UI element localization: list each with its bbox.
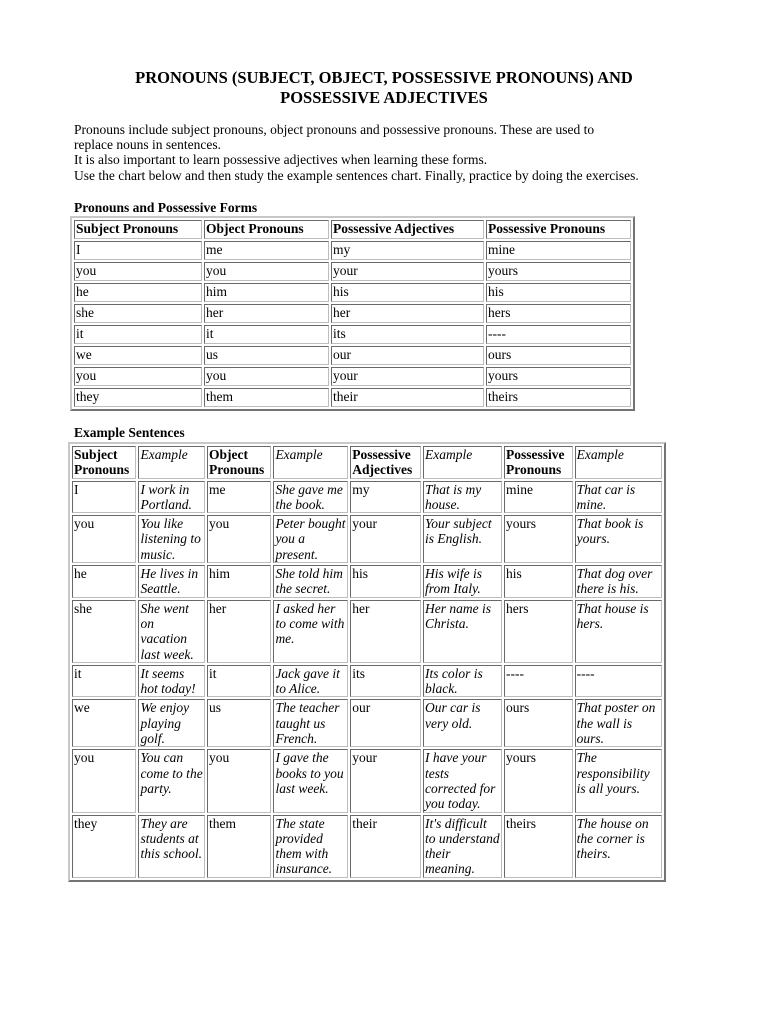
- table-cell: your: [350, 515, 421, 563]
- table-cell: theirs: [504, 815, 573, 878]
- table-cell: That is my house.: [423, 481, 502, 514]
- table-cell: he: [72, 565, 136, 598]
- table-cell: you: [204, 367, 329, 386]
- table-row: [74, 241, 631, 260]
- table-cell: me: [207, 481, 271, 514]
- table-cell: you: [204, 262, 329, 281]
- table-cell: That house is hers.: [575, 600, 662, 663]
- table-cell: She told him the secret.: [273, 565, 348, 598]
- table-cell: I: [74, 241, 202, 260]
- table-cell: That poster on the wall is ours.: [575, 699, 662, 747]
- table-row: [74, 283, 631, 302]
- table-cell: That car is mine.: [575, 481, 662, 514]
- table-cell: us: [204, 346, 329, 365]
- table-header-row: [74, 220, 631, 239]
- title-line-2: POSSESSIVE ADJECTIVES: [280, 88, 488, 107]
- table-cell: ----: [575, 665, 662, 698]
- table-cell: I asked her to come with me.: [273, 600, 348, 663]
- intro-line: replace nouns in sentences.: [74, 137, 221, 153]
- table-cell: his: [504, 565, 573, 598]
- table-row: [72, 481, 662, 514]
- table-cell: him: [204, 283, 329, 302]
- table-cell: She went on vacation last week.: [138, 600, 205, 663]
- table-cell: your: [331, 262, 484, 281]
- table-row: [72, 665, 662, 698]
- column-header: Example: [273, 446, 348, 479]
- table-cell: yours: [504, 749, 573, 812]
- table-cell: hers: [486, 304, 631, 323]
- table-cell: The house on the corner is theirs.: [575, 815, 662, 878]
- table-row: [72, 515, 662, 563]
- table-cell: you: [74, 262, 202, 281]
- table-cell: you: [207, 515, 271, 563]
- table-row: [74, 304, 631, 323]
- column-header: Example: [138, 446, 205, 479]
- table-cell: its: [331, 325, 484, 344]
- table-cell: you: [74, 367, 202, 386]
- table-cell: yours: [486, 367, 631, 386]
- column-header: Possessive Pronouns: [486, 220, 631, 239]
- table-cell: it: [74, 325, 202, 344]
- column-header: Object Pronouns: [207, 446, 271, 479]
- table-cell: The teacher taught us French.: [273, 699, 348, 747]
- table-cell: she: [74, 304, 202, 323]
- table-cell: your: [331, 367, 484, 386]
- table-cell: That dog over there is his.: [575, 565, 662, 598]
- examples-table: [68, 442, 666, 882]
- table-cell: The responsibility is all yours.: [575, 749, 662, 812]
- table-cell: it: [204, 325, 329, 344]
- table-cell: ours: [486, 346, 631, 365]
- table-cell: Your subject is English.: [423, 515, 502, 563]
- table-cell: You can come to the party.: [138, 749, 205, 812]
- table-cell: Her name is Christa.: [423, 600, 502, 663]
- table-cell: they: [72, 815, 136, 878]
- table-row: [74, 367, 631, 386]
- table-cell: ours: [504, 699, 573, 747]
- table-cell: his: [350, 565, 421, 598]
- table-cell: we: [74, 346, 202, 365]
- intro-line: It is also important to learn possessive adjectives when learning these forms.: [74, 152, 488, 168]
- title-line-1: PRONOUNS (SUBJECT, OBJECT, POSSESSIVE PRONOUNS) AND: [135, 68, 633, 87]
- table-row: [74, 346, 631, 365]
- table-cell: its: [350, 665, 421, 698]
- table-cell: The state provided them with insurance.: [273, 815, 348, 878]
- table-cell: it: [207, 665, 271, 698]
- column-header: Possessive Adjectives: [350, 446, 421, 479]
- table-cell: yours: [486, 262, 631, 281]
- table-cell: my: [331, 241, 484, 260]
- table-cell: their: [350, 815, 421, 878]
- table-row: [72, 749, 662, 812]
- table-cell: him: [207, 565, 271, 598]
- table-cell: his: [486, 283, 631, 302]
- table-cell: mine: [486, 241, 631, 260]
- table-cell: Jack gave it to Alice.: [273, 665, 348, 698]
- table-cell: You like listening to music.: [138, 515, 205, 563]
- table-row: [74, 262, 631, 281]
- table-cell: We enjoy playing golf.: [138, 699, 205, 747]
- table-cell: ----: [504, 665, 573, 698]
- table-cell: It's difficult to understand their meaning.: [423, 815, 502, 878]
- table-cell: your: [350, 749, 421, 812]
- table-cell: They are students at this school.: [138, 815, 205, 878]
- table-cell: she: [72, 600, 136, 663]
- table-cell: yours: [504, 515, 573, 563]
- table-cell: you: [72, 515, 136, 563]
- intro-line: Use the chart below and then study the example sentences chart. Finally, practice by doing the exercises.: [74, 167, 639, 183]
- table-row: [74, 325, 631, 344]
- table-cell: their: [331, 388, 484, 407]
- table-cell: them: [207, 815, 271, 878]
- table-cell: mine: [504, 481, 573, 514]
- table-cell: me: [204, 241, 329, 260]
- column-header: Subject Pronouns: [74, 220, 202, 239]
- table-cell: She gave me the book.: [273, 481, 348, 514]
- table-cell: our: [350, 699, 421, 747]
- table-cell: His wife is from Italy.: [423, 565, 502, 598]
- table-cell: them: [204, 388, 329, 407]
- forms-heading: Pronouns and Possessive Forms: [74, 200, 258, 215]
- column-header: Possessive Pronouns: [504, 446, 573, 479]
- table-cell: It seems hot today!: [138, 665, 205, 698]
- table-cell: ----: [486, 325, 631, 344]
- table-cell: her: [204, 304, 329, 323]
- table-cell: her: [207, 600, 271, 663]
- table-cell: they: [74, 388, 202, 407]
- table-cell: I have your tests corrected for you today.: [423, 749, 502, 812]
- table-cell: her: [350, 600, 421, 663]
- table-cell: Our car is very old.: [423, 699, 502, 747]
- table-cell: it: [72, 665, 136, 698]
- table-cell: I: [72, 481, 136, 514]
- table-row: [72, 565, 662, 598]
- table-cell: he: [74, 283, 202, 302]
- table-cell: I work in Portland.: [138, 481, 205, 514]
- examples-heading: Example Sentences: [74, 425, 185, 440]
- table-cell: That book is yours.: [575, 515, 662, 563]
- forms-table: [70, 216, 635, 411]
- table-cell: Peter bought you a present.: [273, 515, 348, 563]
- table-row: [72, 815, 662, 878]
- table-cell: hers: [504, 600, 573, 663]
- table-row: [72, 699, 662, 747]
- table-cell: we: [72, 699, 136, 747]
- table-cell: you: [207, 749, 271, 812]
- table-cell: theirs: [486, 388, 631, 407]
- table-cell: us: [207, 699, 271, 747]
- column-header: Example: [423, 446, 502, 479]
- column-header: Possessive Adjectives: [331, 220, 484, 239]
- table-header-row: [72, 446, 662, 479]
- table-cell: his: [331, 283, 484, 302]
- page-title: [60, 68, 708, 108]
- table-cell: my: [350, 481, 421, 514]
- intro-line: Pronouns include subject pronouns, object pronouns and possessive pronouns. These are used to: [74, 122, 595, 137]
- table-cell: her: [331, 304, 484, 323]
- intro-paragraph: [74, 122, 714, 183]
- table-cell: I gave the books to you last week.: [273, 749, 348, 812]
- column-header: Example: [575, 446, 662, 479]
- column-header: Object Pronouns: [204, 220, 329, 239]
- table-row: [72, 600, 662, 663]
- table-cell: our: [331, 346, 484, 365]
- table-row: [74, 388, 631, 407]
- table-cell: you: [72, 749, 136, 812]
- table-cell: He lives in Seattle.: [138, 565, 205, 598]
- table-cell: Its color is black.: [423, 665, 502, 698]
- column-header: Subject Pronouns: [72, 446, 136, 479]
